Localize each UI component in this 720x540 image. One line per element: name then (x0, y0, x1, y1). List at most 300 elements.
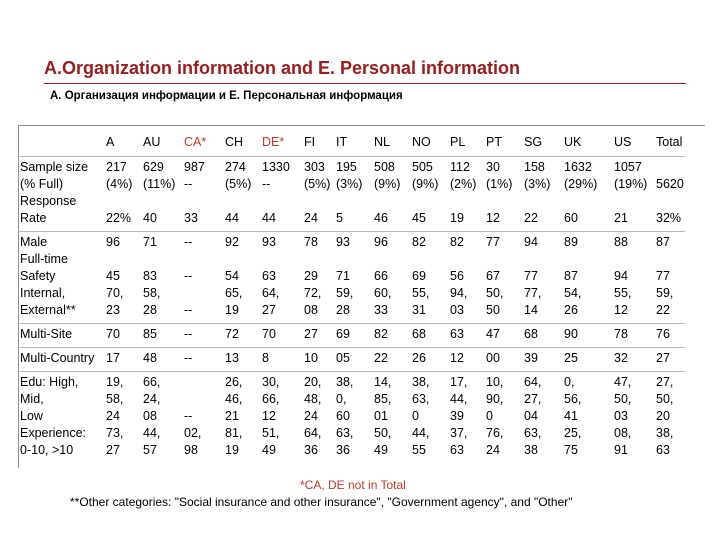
cell-value (656, 251, 685, 268)
row-label-line: (% Full) (20, 176, 64, 191)
table-cell (524, 231, 564, 323)
cell-value: 71 (336, 268, 350, 283)
cell-value: 75 (564, 442, 578, 457)
column-header: FI (304, 135, 316, 149)
cell-value: 14, (374, 374, 392, 389)
cell-value (336, 193, 374, 210)
cell-value: 28 (143, 302, 157, 317)
cell-value: 39 (450, 408, 464, 423)
cell-value: 27, (524, 391, 542, 406)
table-cell (524, 323, 564, 347)
cell-value: 08 (143, 408, 157, 423)
table-cell (412, 323, 450, 347)
cell-value: 93 (262, 234, 276, 249)
cell-value: 31 (412, 302, 426, 317)
cell-value: 67 (486, 268, 500, 283)
cell-value: 12 (614, 302, 628, 317)
cell-value: 63, (412, 391, 430, 406)
cell-value: 24 (106, 408, 120, 423)
table-cell (656, 231, 685, 323)
column-header: DE* (262, 135, 285, 149)
cell-value: 63, (524, 425, 542, 440)
table-cell (106, 323, 143, 347)
cell-value: 41 (564, 408, 578, 423)
cell-value: 14 (524, 302, 538, 317)
cell-value: 72 (225, 326, 239, 341)
cell-value: 82 (374, 326, 388, 341)
cell-value: 58, (143, 285, 161, 300)
table-cell (262, 231, 304, 323)
cell-value: 55, (412, 285, 430, 300)
cell-value: 19 (450, 210, 464, 225)
cell-value: 81, (225, 425, 243, 440)
cell-value: 36 (336, 442, 350, 457)
cell-value: 22 (656, 302, 670, 317)
cell-value: 50, (656, 391, 674, 406)
cell-value: 17, (450, 374, 468, 389)
cell-value: 10, (486, 374, 504, 389)
table-cell (184, 347, 225, 371)
cell-value: 54 (225, 268, 239, 283)
column-header: NL (374, 135, 390, 149)
cell-value: 12 (450, 350, 464, 365)
cell-value (304, 193, 336, 210)
cell-value (656, 193, 685, 210)
cell-value: (3%) (336, 176, 363, 191)
row-label-line: Mid, (20, 391, 44, 406)
cell-value: 55 (412, 442, 426, 457)
cell-value: -- (184, 326, 193, 341)
cell-value: -- (184, 268, 193, 283)
cell-value: 57 (143, 442, 157, 457)
slide-title: A.Organization information and E. Personal information (44, 58, 521, 78)
cell-value: 76 (656, 326, 670, 341)
table-cell (184, 156, 225, 231)
column-header: NO (412, 135, 431, 149)
cell-value: 39 (524, 350, 538, 365)
cell-value: -- (184, 234, 193, 249)
table-cell (450, 323, 486, 347)
cell-value: 77 (656, 268, 670, 283)
column-header: PL (450, 135, 466, 149)
slide-subtitle: A. Организация информации и E. Персональная информация (50, 90, 403, 102)
column-header: CH (225, 135, 244, 149)
cell-value: 73, (106, 425, 124, 440)
cell-value: 19 (225, 442, 239, 457)
table-cell (564, 323, 614, 347)
cell-value: 27 (262, 302, 276, 317)
cell-value: 48, (304, 391, 322, 406)
table-cell (106, 371, 143, 463)
cell-value: 0 (486, 408, 493, 423)
cell-value: 82 (450, 234, 464, 249)
cell-value: -- (184, 302, 193, 317)
cell-value: 29 (304, 268, 318, 283)
row-label-line: Multi-Site (20, 326, 73, 341)
cell-value: 5620 (656, 176, 684, 191)
row-label-line: Multi-Country (20, 350, 95, 365)
row-label-line: Internal, (20, 285, 66, 300)
cell-value: 22 (374, 350, 388, 365)
cell-value: 89 (564, 234, 578, 249)
table-cell (225, 347, 262, 371)
cell-value: 217 (106, 159, 127, 174)
cell-value: (11%) (143, 176, 176, 191)
cell-value: 45 (106, 268, 120, 283)
row-label-line: External** (20, 302, 76, 317)
cell-value (656, 159, 685, 176)
cell-value: -- (184, 176, 193, 191)
column-header: CA* (184, 135, 207, 149)
cell-value: 36 (304, 442, 318, 457)
table-cell (336, 231, 374, 323)
table-cell (143, 231, 184, 323)
cell-value: 12 (262, 408, 276, 423)
cell-value: 90 (564, 326, 578, 341)
cell-value: 26, (225, 374, 243, 389)
cell-value: 98 (184, 442, 198, 457)
cell-value: (5%) (225, 176, 252, 191)
table-cell (225, 231, 262, 323)
table-cell (336, 371, 374, 463)
table-cell (412, 156, 450, 231)
cell-value (184, 391, 225, 408)
cell-value: 76, (486, 425, 504, 440)
table-cell (262, 347, 304, 371)
cell-value (524, 193, 564, 210)
table-cell (304, 156, 336, 231)
cell-value (614, 193, 656, 210)
table-cell (184, 371, 225, 463)
data-table (18, 126, 685, 463)
table-cell (412, 231, 450, 323)
table-cell (143, 323, 184, 347)
table-cell (106, 156, 143, 231)
cell-value: 87 (564, 268, 578, 283)
table-cell (106, 231, 143, 323)
cell-value (262, 193, 304, 210)
cell-value: 33 (374, 302, 388, 317)
cell-value: 63 (262, 268, 276, 283)
cell-value (225, 251, 262, 268)
cell-value: -- (184, 408, 193, 423)
table-row (18, 323, 685, 347)
table-row (18, 231, 685, 323)
cell-value: -- (262, 176, 271, 191)
cell-value: 27 (106, 442, 120, 457)
cell-value: 77, (524, 285, 542, 300)
cell-value: 44 (262, 210, 276, 225)
table-cell (184, 323, 225, 347)
row-label (18, 347, 106, 371)
cell-value: 71 (143, 234, 157, 249)
footnote-other-categories: **Other categories: "Social insurance and other insurance", "Government agency", and "Other" (70, 495, 573, 509)
cell-value: (4%) (106, 176, 133, 191)
footnote-ca-de: *CA, DE not in Total (300, 478, 406, 492)
table-row (18, 371, 685, 463)
cell-value: 49 (374, 442, 388, 457)
row-label-line: Sample size (20, 159, 89, 174)
table-cell (486, 231, 524, 323)
table-cell (656, 156, 685, 231)
table-cell (614, 323, 656, 347)
cell-value: 77 (524, 268, 538, 283)
cell-value (184, 374, 225, 391)
cell-value: 50, (374, 425, 392, 440)
cell-value: (9%) (374, 176, 401, 191)
cell-value: 30, (262, 374, 280, 389)
cell-value: 83 (143, 268, 157, 283)
cell-value: (3%) (524, 176, 551, 191)
table-cell (614, 371, 656, 463)
table-cell (564, 371, 614, 463)
cell-value (374, 193, 412, 210)
cell-value: 77 (486, 234, 500, 249)
cell-value: 85, (374, 391, 392, 406)
cell-value (262, 251, 304, 268)
table-cell (374, 371, 412, 463)
cell-value: 22% (106, 210, 132, 225)
cell-value: 12 (486, 210, 500, 225)
cell-value: 66 (374, 268, 388, 283)
cell-value: 45 (412, 210, 426, 225)
table-cell (106, 347, 143, 371)
table-cell (225, 323, 262, 347)
cell-value: 629 (143, 159, 164, 174)
column-header: US (614, 135, 632, 149)
cell-value: 85 (143, 326, 157, 341)
cell-value: 94 (614, 268, 628, 283)
cell-value: 46 (374, 210, 388, 225)
table-cell (225, 156, 262, 231)
cell-value: 28 (336, 302, 350, 317)
cell-value: 25, (564, 425, 582, 440)
table-cell (486, 156, 524, 231)
cell-value: 0, (564, 374, 575, 389)
cell-value: 96 (106, 234, 120, 249)
table-cell (486, 347, 524, 371)
row-label-line: Full-time (20, 251, 68, 266)
column-header: Total (656, 135, 683, 149)
table-cell (374, 323, 412, 347)
cell-value (524, 251, 564, 268)
header-row (18, 126, 685, 156)
table-cell (524, 156, 564, 231)
cell-value: 27 (656, 350, 670, 365)
cell-value: 505 (412, 159, 433, 174)
cell-value: 158 (524, 159, 545, 174)
cell-value: 65, (225, 285, 243, 300)
cell-value: 66, (143, 374, 161, 389)
cell-value: 13 (225, 350, 239, 365)
table-cell (412, 347, 450, 371)
cell-value: 32% (656, 210, 682, 225)
cell-value: 44, (412, 425, 430, 440)
cell-value: 25 (564, 350, 578, 365)
cell-value: 112 (450, 159, 470, 174)
cell-value: 03 (614, 408, 628, 423)
cell-value: 54, (564, 285, 582, 300)
cell-value: 68 (524, 326, 538, 341)
cell-value: 64, (304, 425, 322, 440)
table-cell (450, 231, 486, 323)
column-header: AU (143, 135, 161, 149)
cell-value: 96 (374, 234, 388, 249)
cell-value: 59, (336, 285, 354, 300)
cell-value: 50 (486, 302, 500, 317)
cell-value: 20, (304, 374, 322, 389)
cell-value: 10 (304, 350, 318, 365)
table-cell (656, 371, 685, 463)
table-cell (524, 371, 564, 463)
cell-value: 38, (412, 374, 430, 389)
cell-value: 20 (656, 408, 670, 423)
cell-value (486, 251, 524, 268)
cell-value: -- (184, 350, 193, 365)
column-header: PT (486, 135, 502, 149)
row-label-line: Safety (20, 268, 56, 283)
cell-value: 274 (225, 159, 246, 174)
cell-value (486, 193, 524, 210)
cell-value: 5 (336, 210, 343, 225)
table-cell (143, 347, 184, 371)
cell-value: 00 (486, 350, 500, 365)
cell-value: 47 (486, 326, 500, 341)
row-label (18, 231, 106, 323)
table-cell (656, 347, 685, 371)
table-cell (374, 347, 412, 371)
table-cell (656, 323, 685, 347)
cell-value: 87 (656, 234, 670, 249)
cell-value: 303 (304, 159, 325, 174)
cell-value: 05 (336, 350, 350, 365)
cell-value: 59, (656, 285, 674, 300)
cell-value: 987 (184, 159, 205, 174)
row-label-line: Male (20, 234, 48, 249)
cell-value: 63 (450, 326, 464, 341)
cell-value: 94 (524, 234, 538, 249)
table-cell (614, 231, 656, 323)
table-cell (304, 371, 336, 463)
cell-value: 64, (524, 374, 542, 389)
cell-value: 08, (614, 425, 632, 440)
cell-value: (29%) (564, 176, 598, 191)
cell-value: 21 (614, 210, 628, 225)
cell-value: 68 (412, 326, 426, 341)
cell-value: 19 (225, 302, 239, 317)
cell-value: 19, (106, 374, 124, 389)
column-header: IT (336, 135, 348, 149)
cell-value: 63 (656, 442, 670, 457)
table-cell (143, 156, 184, 231)
cell-value: 508 (374, 159, 395, 174)
cell-value: 60 (336, 408, 350, 423)
cell-value: 56 (450, 268, 464, 283)
table-cell (614, 347, 656, 371)
cell-value: 72, (304, 285, 322, 300)
row-label-line: 0-10, >10 (20, 442, 74, 457)
cell-value: 23 (106, 302, 120, 317)
cell-value (143, 193, 184, 210)
cell-value: 50, (486, 285, 504, 300)
cell-value: 24 (304, 210, 318, 225)
cell-value (184, 285, 225, 302)
cell-value: 91 (614, 442, 628, 457)
cell-value: 32 (614, 350, 628, 365)
cell-value: 1057 (614, 159, 642, 174)
cell-value: 63, (336, 425, 354, 440)
cell-value: (5%) (304, 176, 331, 191)
cell-value: (9%) (412, 176, 439, 191)
column-header: UK (564, 135, 582, 149)
cell-value: 49 (262, 442, 276, 457)
table-row (18, 347, 685, 371)
cell-value: 78 (614, 326, 628, 341)
cell-value: 55, (614, 285, 632, 300)
cell-value: 56, (564, 391, 582, 406)
cell-value: 08 (304, 302, 318, 317)
row-label-line: Response (20, 193, 77, 208)
table-cell (486, 323, 524, 347)
cell-value: 04 (524, 408, 538, 423)
cell-value: 24 (486, 442, 500, 457)
cell-value: 82 (412, 234, 426, 249)
table-row (18, 156, 685, 231)
cell-value (225, 193, 262, 210)
title-underline (44, 83, 686, 84)
cell-value: 47, (614, 374, 632, 389)
cell-value (450, 251, 486, 268)
cell-value: 37, (450, 425, 468, 440)
cell-value: 70 (106, 326, 120, 341)
row-label (18, 323, 106, 347)
cell-value (412, 193, 450, 210)
cell-value: 03 (450, 302, 464, 317)
cell-value: 58, (106, 391, 124, 406)
cell-value: 69 (412, 268, 426, 283)
cell-value (614, 251, 656, 268)
table-cell (143, 371, 184, 463)
table-cell (262, 156, 304, 231)
cell-value: 1330 (262, 159, 290, 174)
cell-value: 17 (106, 350, 120, 365)
cell-value (304, 251, 336, 268)
table-cell (614, 156, 656, 231)
cell-value (184, 193, 225, 210)
cell-value: 02, (184, 425, 202, 440)
cell-value: 27, (656, 374, 674, 389)
cell-value: 8 (262, 350, 269, 365)
table-cell (524, 347, 564, 371)
cell-value: 0 (412, 408, 419, 423)
table-cell (262, 323, 304, 347)
row-label-line: Edu: High, (20, 374, 79, 389)
cell-value (106, 251, 143, 268)
table-cell (564, 347, 614, 371)
cell-value: 63 (450, 442, 464, 457)
row-label (18, 156, 106, 231)
cell-value: 38, (656, 425, 674, 440)
cell-value: 33 (184, 210, 198, 225)
cell-value: 88 (614, 234, 628, 249)
cell-value: 92 (225, 234, 239, 249)
cell-value (143, 251, 184, 268)
cell-value: 195 (336, 159, 357, 174)
cell-value (412, 251, 450, 268)
table-cell (564, 231, 614, 323)
header-corner (18, 126, 106, 156)
cell-value (184, 251, 225, 268)
